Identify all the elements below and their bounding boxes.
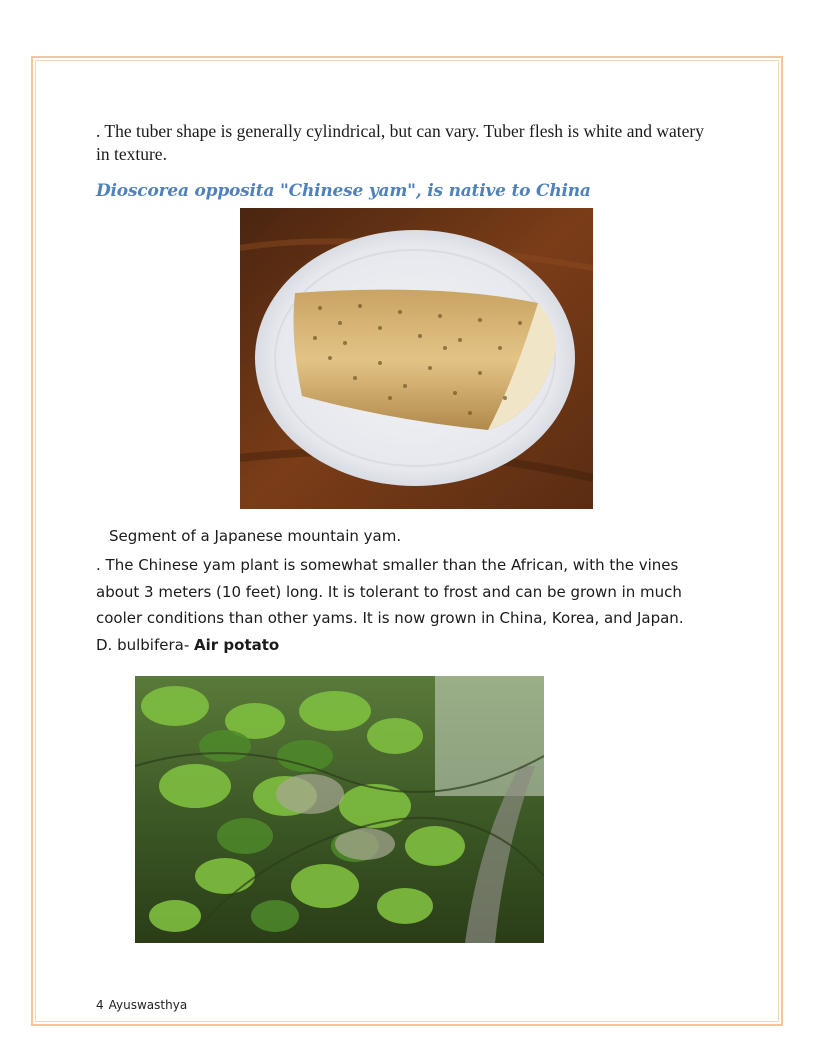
- air-potato-photo: [135, 676, 544, 943]
- page-number: 4: [96, 998, 104, 1012]
- photo-caption: Segment of a Japanese mountain yam.: [109, 527, 402, 545]
- page-footer: [96, 998, 192, 1012]
- intro-paragraph: . The tuber shape is generally cylindrical, but can vary. Tuber flesh is white and watery in texture.: [96, 121, 704, 164]
- body-line: . The Chinese yam plant is somewhat smaller than the African, with the vines: [96, 556, 679, 574]
- chinese-yam-photo: [240, 208, 593, 509]
- footer-title: Ayuswasthya: [108, 998, 188, 1012]
- section-heading: Dioscorea opposita "Chinese yam", is native to China: [96, 181, 591, 201]
- body-paragraph: [96, 552, 708, 658]
- body-line: cooler conditions than other yams. It is now grown in China, Korea, and Japan.: [96, 609, 684, 627]
- species-common-name: Air potato: [194, 635, 280, 654]
- species-prefix: D. bulbifera-: [96, 635, 195, 654]
- species-line: [96, 632, 708, 659]
- body-line: about 3 meters (10 feet) long. It is tolerant to frost and can be grown in much: [96, 582, 682, 601]
